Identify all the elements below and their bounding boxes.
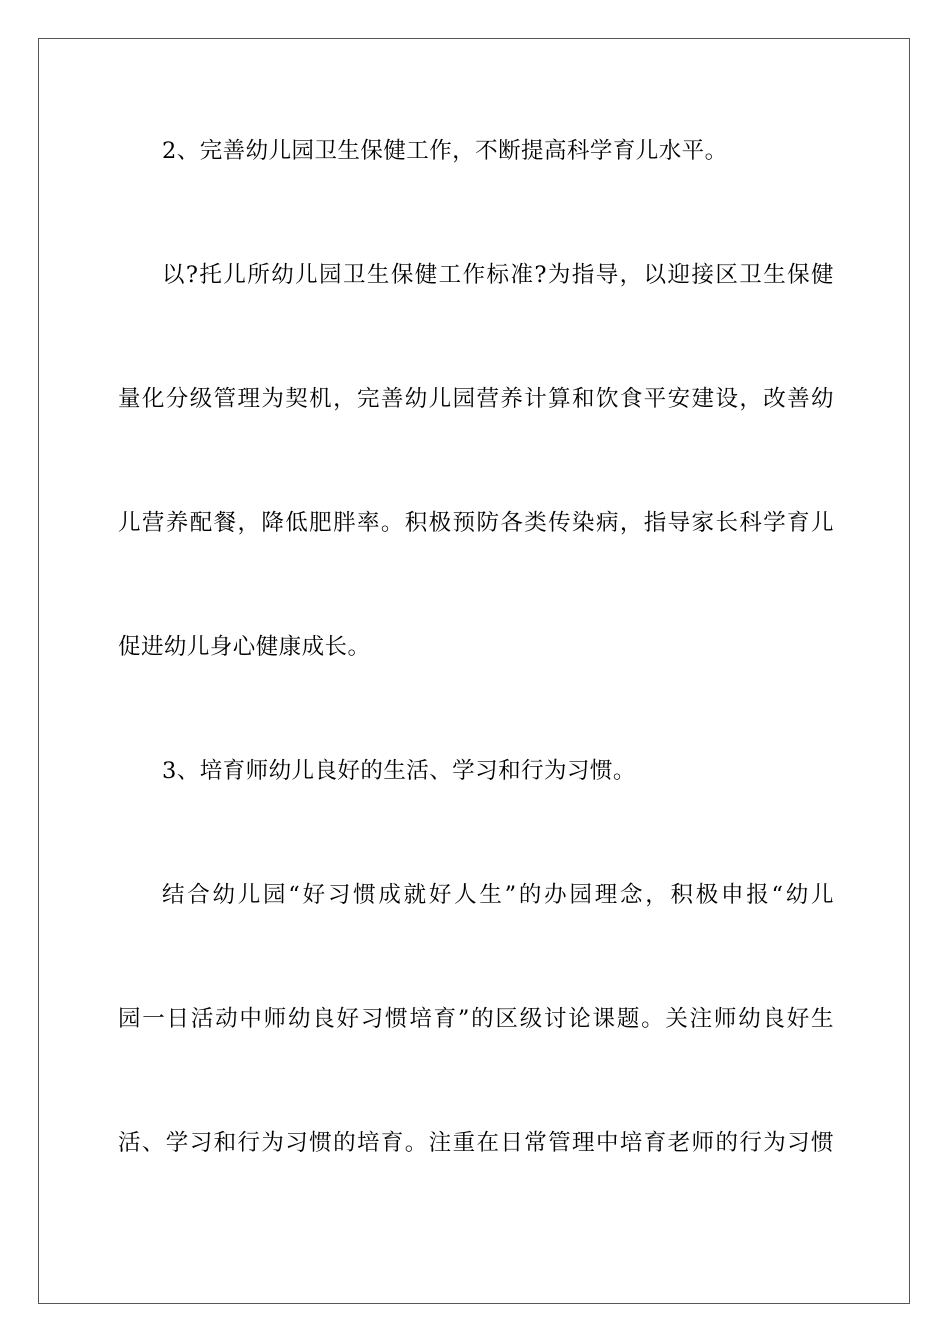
section-heading-2: 2、完善幼儿园卫生保健工作，不断提高科学育儿水平。	[162, 138, 728, 164]
paragraph-line: 量化分级管理为契机，完善幼儿园营养计算和饮食平安建设，改善幼	[118, 386, 834, 412]
page-border	[38, 38, 910, 1304]
paragraph-line: 园一日活动中师幼良好习惯培育”的区级讨论课题。关注师幼良好生	[118, 1006, 834, 1032]
section-heading-3: 3、培育师幼儿良好的生活、学习和行为习惯。	[162, 758, 636, 784]
paragraph-line: 活、学习和行为习惯的培育。注重在日常管理中培育老师的行为习惯	[118, 1130, 834, 1156]
paragraph-line: 儿营养配餐，降低肥胖率。积极预防各类传染病，指导家长科学育儿	[118, 510, 834, 536]
paragraph-line: 促进幼儿身心健康成长。	[118, 634, 371, 660]
paragraph-line: 以?托儿所幼儿园卫生保健工作标准?为指导，以迎接区卫生保健	[162, 262, 834, 288]
paragraph-line: 结合幼儿园“好习惯成就好人生”的办园理念，积极申报“幼儿	[162, 882, 834, 908]
